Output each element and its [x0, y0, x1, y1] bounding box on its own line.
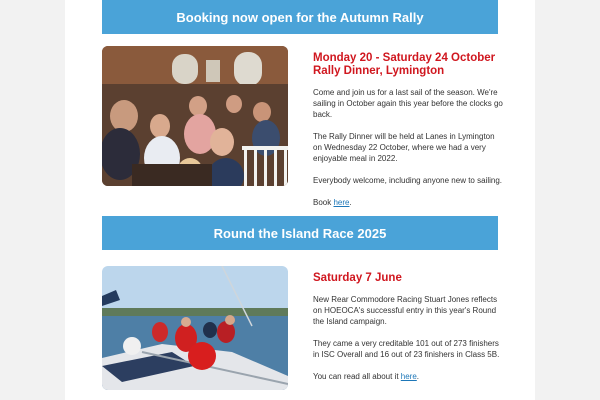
round-island-text — [313, 272, 503, 393]
booking-suffix: . — [349, 198, 352, 207]
round-island-banner-title: Round the Island Race 2025 — [213, 225, 387, 241]
round-island-banner — [102, 216, 498, 250]
round-island-photo — [102, 266, 288, 390]
autumn-rally-dates: Monday 20 - Saturday 24 October — [313, 52, 496, 64]
rally-dinner-image — [102, 46, 288, 186]
autumn-rally-dinner-title: Rally Dinner, Lymington — [313, 65, 445, 77]
round-island-intro: New Rear Commodore Racing Stuart Jones reflects on HOEOCA's successful entry in this year's Round the Island campaign. — [313, 295, 498, 326]
autumn-rally-banner — [102, 0, 498, 34]
autumn-rally-heading — [313, 52, 503, 78]
sailing-crew-image — [102, 266, 288, 390]
read-more-suffix: . — [416, 372, 420, 381]
autumn-rally-banner-title: Booking now open for the Autumn Rally — [176, 9, 424, 25]
rally-dinner-photo — [102, 46, 288, 186]
round-island-results: They came a very creditable 101 out of 273 finishers in ISC Overall and 16 out of 23 finishers in Class 5B. — [313, 339, 500, 359]
autumn-rally-dinner-details: The Rally Dinner will be held at Lanes in Lymington on Wednesday 22 October, where we had a very enjoyable meal in 2022. — [313, 132, 495, 163]
read-more-prefix: You can read all about it — [313, 372, 401, 381]
autumn-rally-welcome: Everybody welcome, including anyone new to sailing. — [313, 176, 502, 185]
round-island-date: Saturday 7 June — [313, 272, 402, 284]
booking-prefix: Book — [313, 198, 334, 207]
round-island-heading — [313, 272, 503, 285]
autumn-rally-booking-line — [313, 197, 503, 208]
autumn-rally-intro: Come and join us for a last sail of the season. We're sailing in October again this year before the clocks go back. — [313, 88, 503, 119]
book-here-link[interactable]: here — [333, 198, 350, 207]
round-island-read-more-line — [313, 371, 503, 382]
read-here-link[interactable]: here — [400, 372, 417, 381]
autumn-rally-text — [313, 52, 503, 219]
